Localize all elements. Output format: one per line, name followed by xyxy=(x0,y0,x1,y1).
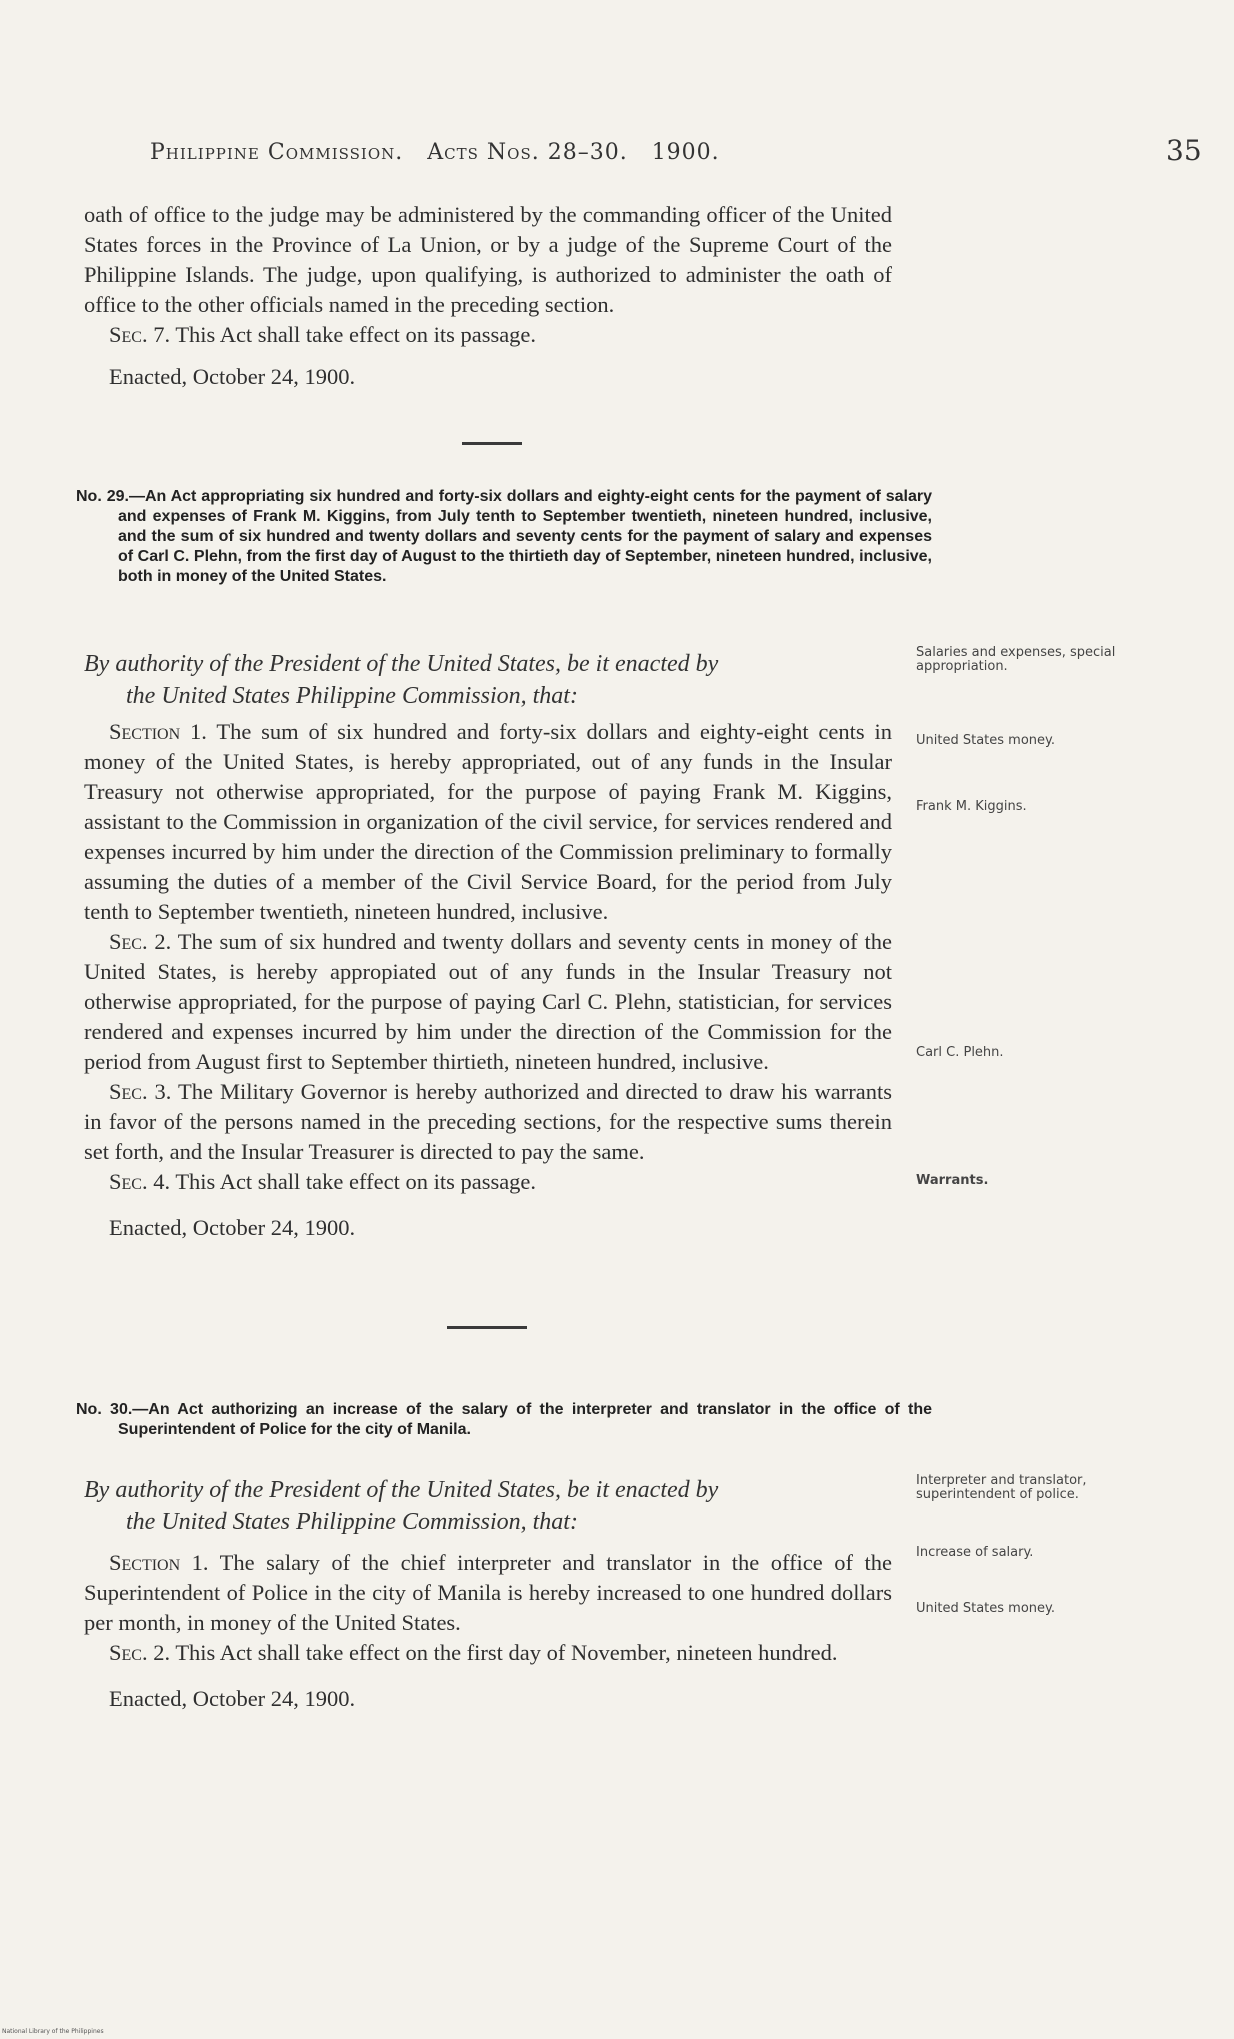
section-7 xyxy=(84,320,892,350)
act-title: —An Act authorizing an increase of the salary of the interpreter and translator in the office of the Superintendent of Police for the city of Manila. xyxy=(118,1401,932,1438)
section-text: This Act shall take effect on its passage. xyxy=(175,322,537,347)
footer-credit: National Library of the Philippines xyxy=(2,2028,104,2035)
section-2 xyxy=(84,1638,892,1668)
enacted-date: Enacted, October 24, 1900. xyxy=(109,1215,356,1240)
section-text: The sum of six hundred and forty-six dollars and eighty-eight cents in money of the United States, is hereby appropriated, out of any funds in the Insular Treasury not otherwise appropriated, for the purpose of paying Frank M. Kiggins, assistant to the Commission in organization of the civil service, for services rendered and expenses incurred by him under the direction of the Commission preliminary to formally assuming the duties of a member of the Civil Service Board, for the period from July tenth to September twentieth, nineteen hundred, inclusive. xyxy=(84,719,893,924)
divider xyxy=(447,1326,527,1329)
section-1 xyxy=(84,1548,892,1638)
act-title: —An Act appropriating six hundred and forty-six dollars and eighty-eight cents for the payment of salary and expenses of Frank M. Kiggins, from July tenth to September twentieth, nineteen hundred, inclusive, and the sum of six hundred and twenty dollars and seventy cents for the payment of salary and expenses of Carl C. Plehn, from the first day of August to the thirtieth day of September, nineteen hundred, inclusive, both in money of the United States. xyxy=(118,488,932,585)
section-text: This Act shall take effect on its passage. xyxy=(175,1169,537,1194)
act-number: No. 30. xyxy=(76,1401,133,1418)
section-text: This Act shall take effect on the first day of November, nineteen hundred. xyxy=(175,1640,838,1665)
divider xyxy=(462,442,522,445)
enacted-date: Enacted, October 24, 1900. xyxy=(109,1686,356,1711)
section-text: The sum of six hundred and twenty dollars and seventy cents in money of the United States, is hereby appropiated out of any funds in the Insular Treasury not otherwise appropriated, for the purpose of paying Carl C. Plehn, statistician, for services rendered and expenses incurred by him under the direction of the Commission for the period from August first to September thirtieth, nineteen hundred, inclusive. xyxy=(84,929,892,1074)
continuation-text: oath of office to the judge may be administered by the commanding officer of the United States forces in the Province of La Union, or by a judge of the Supreme Court of the Philippine Islands. The judge, upon qualifying, is authorized to administer the oath of office to the other officials named in the preceding section. xyxy=(84,202,892,317)
act-29-body xyxy=(84,717,892,1243)
section-label: Section 1. xyxy=(109,719,207,744)
section-label: Sec. 2. xyxy=(109,1640,171,1665)
section-text: The Military Governor is hereby authorized and directed to draw his warrants in favor of the persons named in the preceding sections, for the respective sums therein set forth, and the Insular Treasurer is directed to pay the same. xyxy=(84,1079,892,1164)
margin-note-warrants: Warrants. xyxy=(916,1173,989,1188)
continuation-block xyxy=(84,200,892,392)
margin-note-kiggins: Frank M. Kiggins. xyxy=(916,799,1027,814)
act-30-heading xyxy=(76,1400,932,1440)
section-4 xyxy=(84,1167,892,1197)
page-number: 35 xyxy=(1166,134,1202,167)
section-label: Sec. 4. xyxy=(109,1169,171,1194)
header-year: 1900. xyxy=(651,140,720,165)
act-number: No. 29. xyxy=(76,488,129,505)
section-text: The salary of the chief interpreter and translator in the office of the Superintendent of Police in the city of Manila is hereby increased to one hundred dollars per month, in money of the United States. xyxy=(84,1550,893,1635)
enacting-line-2: the United States Philippine Commission, that: xyxy=(126,1509,578,1535)
section-1 xyxy=(84,717,892,927)
enacting-line-1: By authority of the President of the United States, be it enacted by xyxy=(84,651,719,677)
margin-note-money: United States money. xyxy=(916,733,1055,748)
act-30-body xyxy=(84,1548,892,1714)
header-acts: Acts Nos. 28–30. xyxy=(427,140,628,165)
header-title: Philippine Commission. xyxy=(150,140,404,165)
section-label: Sec. 3. xyxy=(109,1079,172,1104)
enacting-line-1: By authority of the President of the United States, be it enacted by xyxy=(84,1477,719,1503)
margin-note-salaries: Salaries and expenses, special appropriation. xyxy=(916,645,1116,674)
section-label: Sec. 2. xyxy=(109,929,172,954)
act-30-enacting-clause xyxy=(84,1474,904,1538)
margin-note-interpreter: Interpreter and translator, superintendent of police. xyxy=(916,1473,1087,1502)
margin-note-plehn: Carl C. Plehn. xyxy=(916,1045,1004,1060)
act-29-heading xyxy=(76,487,932,587)
enacted-date: Enacted, October 24, 1900. xyxy=(109,364,356,389)
section-3 xyxy=(84,1077,892,1167)
section-2 xyxy=(84,927,892,1077)
margin-note-increase: Increase of salary. xyxy=(916,1545,1034,1560)
section-label: Section 1. xyxy=(109,1550,209,1575)
margin-note-money: United States money. xyxy=(916,1601,1055,1616)
section-label: Sec. 7. xyxy=(109,322,171,347)
running-header xyxy=(150,140,720,165)
enacting-line-2: the United States Philippine Commission, that: xyxy=(126,683,578,709)
act-29-enacting-clause xyxy=(84,648,904,712)
